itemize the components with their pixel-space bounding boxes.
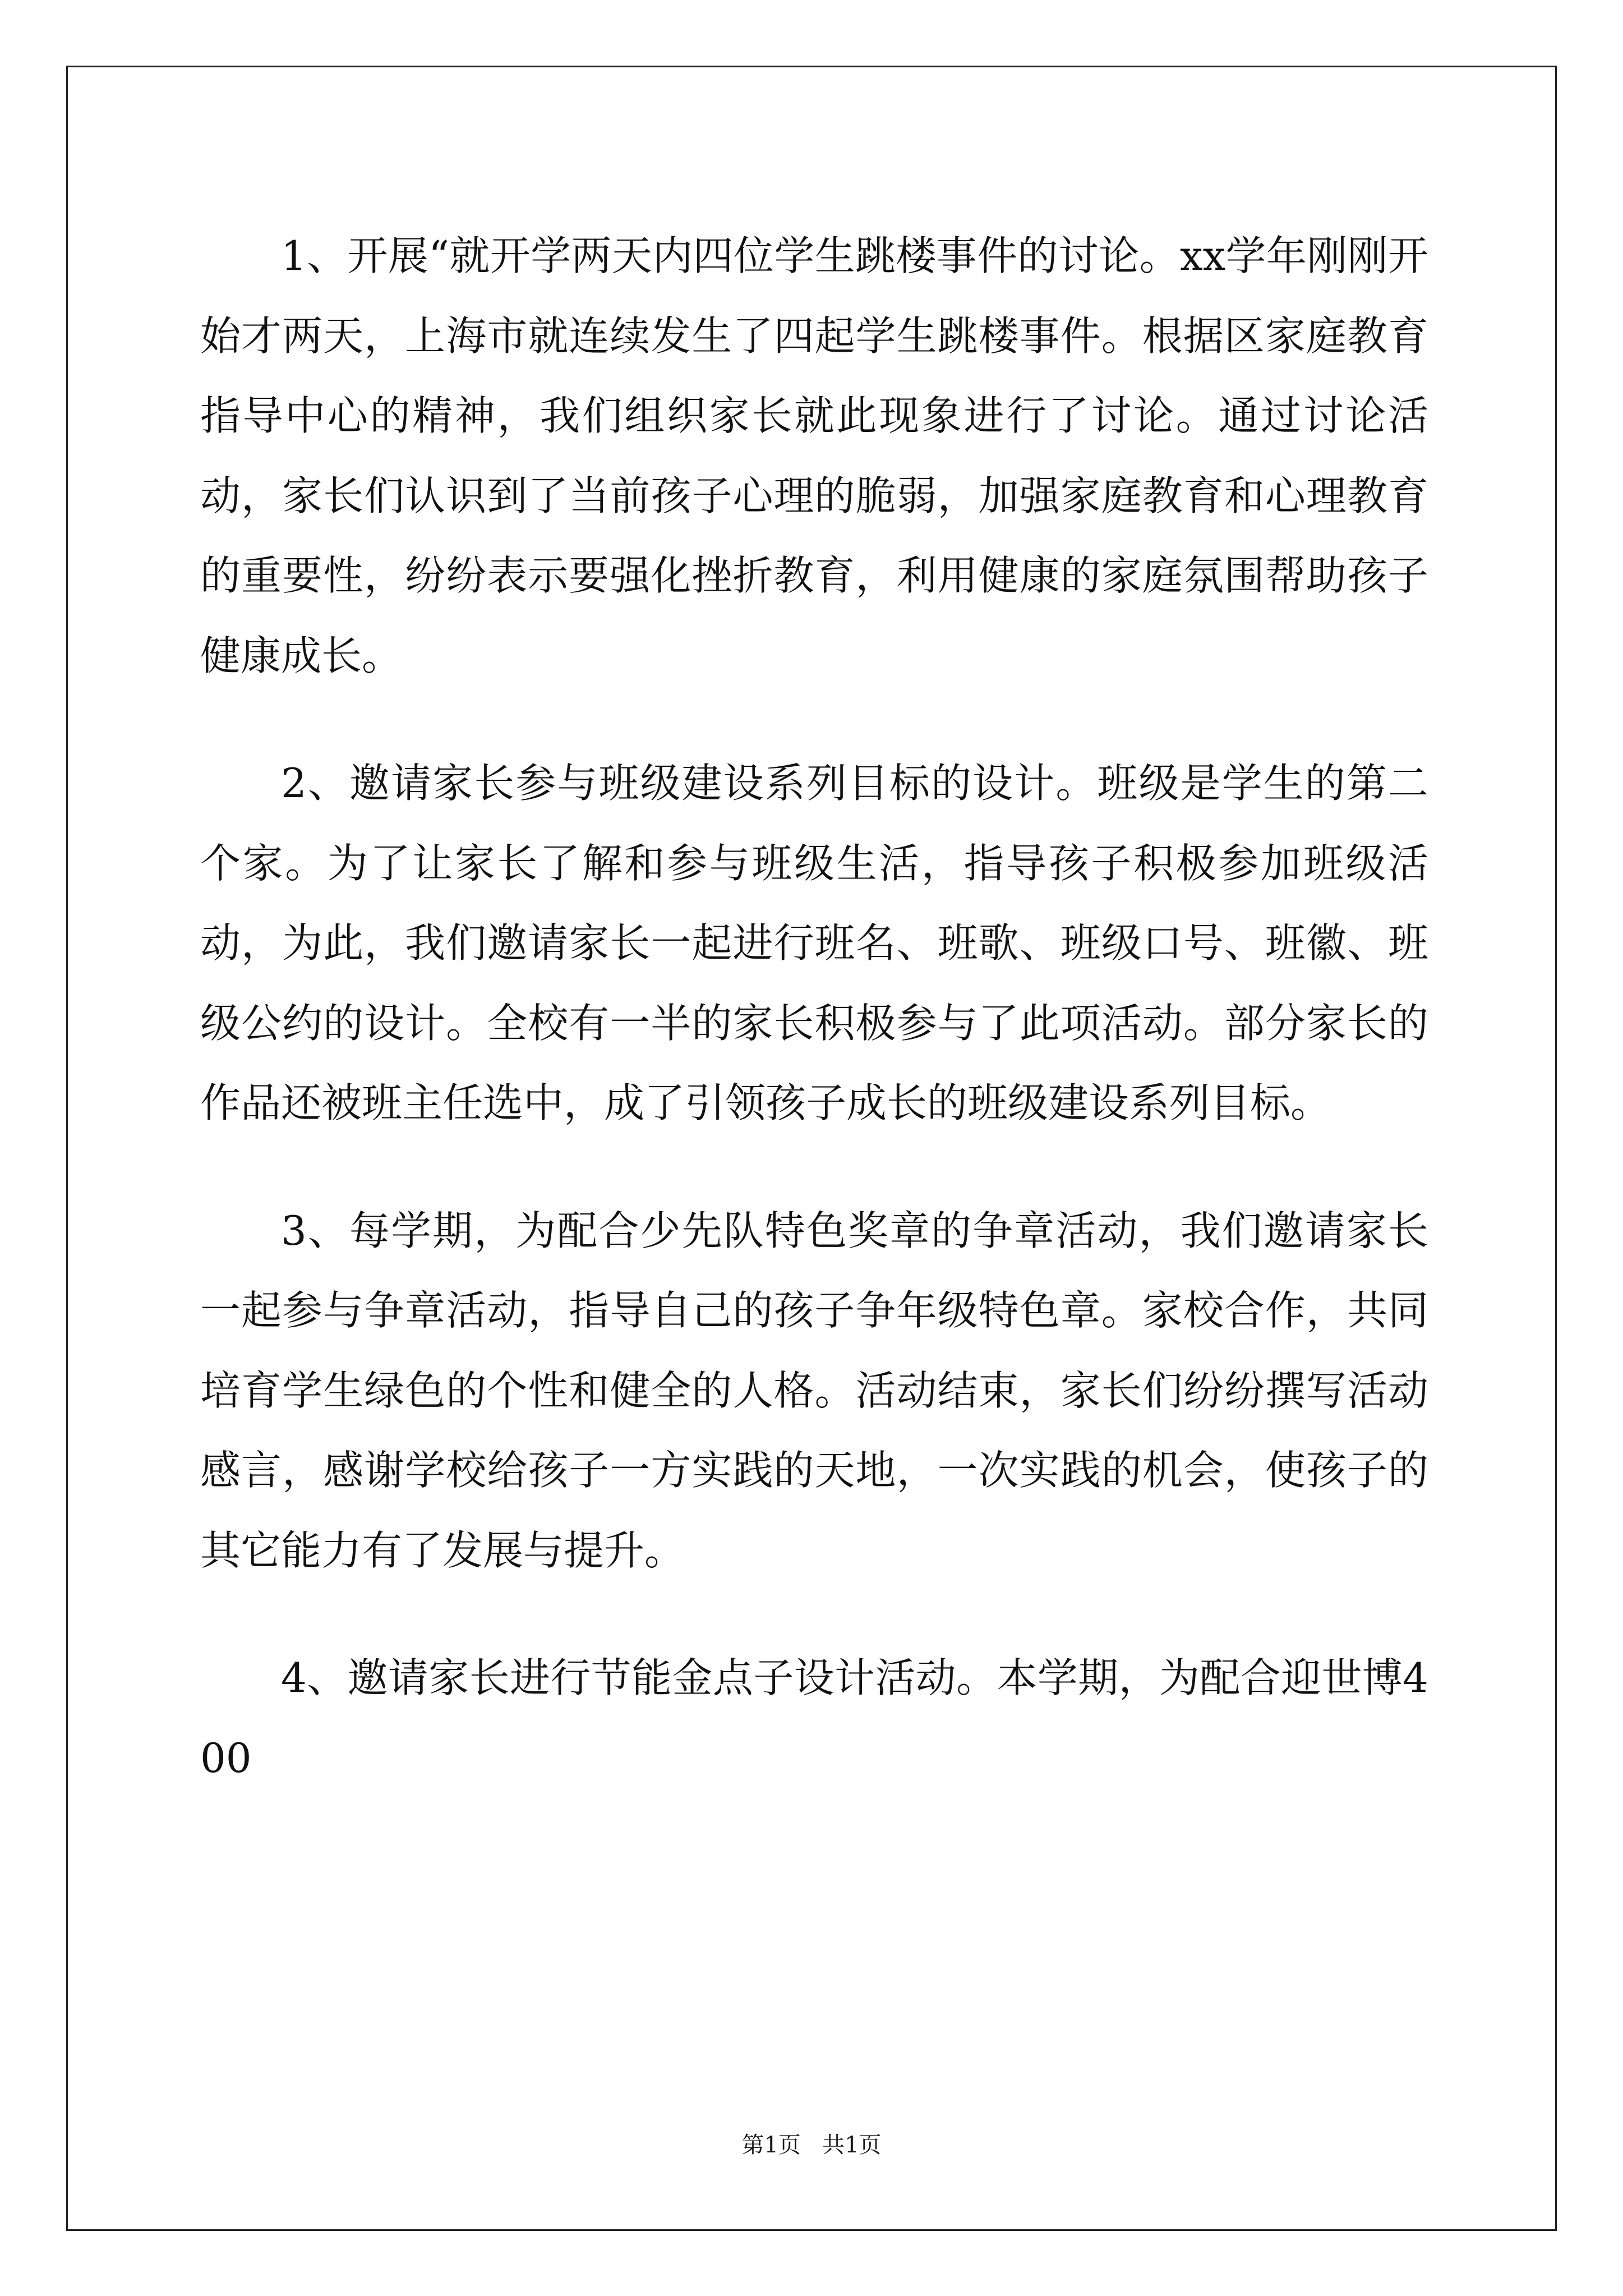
page-footer [0, 2127, 1623, 2159]
paragraph-2: 2、邀请家长参与班级建设系列目标的设计。班级是学生的第二个家。为了让家长了解和参与班级生活，指导孩子积极参加班级活动，为此，我们邀请家长一起进行班名、班歌、班级口号、班徽、班级公约的设计。全校有一半的家长积极参与了此项活动。部分家长的作品还被班主任选中，成了引领孩子成长的班级建设系列目标。 [200, 760, 1428, 1126]
paragraph-3: 3、每学期，为配合少先队特色奖章的争章活动，我们邀请家长一起参与争章活动，指导自己的孩子争年级特色章。家校合作，共同培育学生绿色的个性和健全的人格。活动结束，家长们纷纷撰写活动感言，感谢学校给孩子一方实践的天地，一次实践的机会，使孩子的其它能力有了发展与提升。 [200, 1207, 1428, 1574]
document-body [200, 216, 1428, 1846]
paragraph-1: 1、开展“就开学两天内四位学生跳楼事件的讨论。xx学年刚刚开始才两天，上海市就连续发生了四起学生跳楼事件。根据区家庭教育指导中心的精神，我们组织家长就此现象进行了讨论。通过讨论活动，家长们认识到了当前孩子心理的脆弱，加强家庭教育和心理教育的重要性，纷纷表示要强化挫折教育，利用健康的家庭氛围帮助孩子健康成长。 [200, 232, 1428, 679]
page-total: 共1页 [822, 2132, 882, 2158]
page-number: 第1页 [741, 2132, 801, 2158]
paragraph-4: 4、邀请家长进行节能金点子设计活动。本学期，为配合迎世博400 [200, 1654, 1428, 1782]
